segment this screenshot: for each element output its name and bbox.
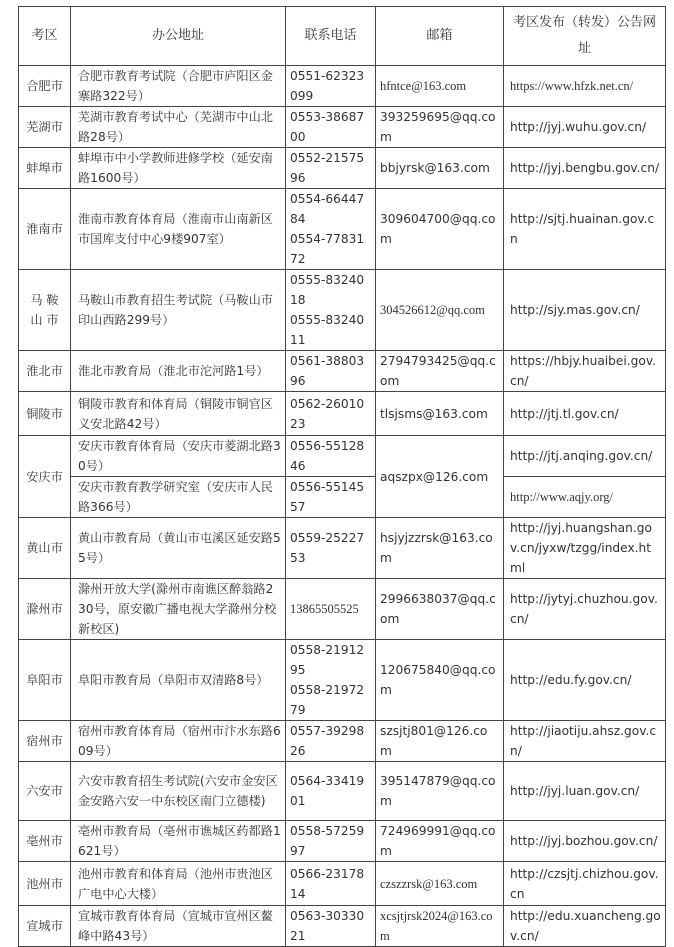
website-link[interactable]: http://jytyj.chuzhou.gov.cn/: [504, 579, 666, 640]
phone-number: 0563-3033021: [290, 909, 365, 943]
phone-cell: [286, 518, 376, 579]
district-cell: 淮北市: [19, 351, 71, 392]
district-cell: 六安市: [19, 762, 71, 821]
address-cell: 安庆市教育体育局（安庆市菱湖北路30号）: [71, 436, 286, 477]
email-cell: 724969991@qq.com: [376, 821, 504, 862]
phone-cell: [286, 436, 376, 477]
address-cell: 宿州市教育体育局（宿州市汴水东路609号）: [71, 721, 286, 762]
address-cell: 芜湖市教育考试中心（芜湖市中山北路28号）: [71, 107, 286, 148]
phone-number: 0557-3929826: [290, 724, 365, 758]
district-cell: 蚌埠市: [19, 148, 71, 189]
email-cell: 309604700@qq.com: [376, 189, 504, 270]
phone-cell: [286, 148, 376, 189]
website-link[interactable]: https://www.hfzk.net.cn/: [504, 66, 666, 107]
phone-cell: [286, 66, 376, 107]
website-link[interactable]: http://www.aqjy.org/: [504, 477, 666, 518]
phone-number: 0558-5725997: [290, 824, 365, 858]
phone-number: 0556-5514557: [290, 480, 365, 514]
email-cell: 120675840@qq.com: [376, 640, 504, 721]
table-row: [19, 477, 666, 518]
website-link[interactable]: https://hbjy.huaibei.gov.cn/: [504, 351, 666, 392]
phone-cell: [286, 107, 376, 148]
phone-number: 0558-2191295: [290, 643, 365, 677]
phone-cell: [286, 477, 376, 518]
email-cell: 304526612@qq.com: [376, 270, 504, 351]
phone-cell: [286, 579, 376, 640]
address-cell: 安庆市教育教学研究室（安庆市人民路366号）: [71, 477, 286, 518]
district-cell: 宣城市: [19, 906, 71, 947]
phone-cell: [286, 392, 376, 436]
table-row: [19, 107, 666, 148]
email-cell: xcsjtjrsk2024@163.com: [376, 906, 504, 947]
website-link[interactable]: http://edu.fy.gov.cn/: [504, 640, 666, 721]
district-cell: 铜陵市: [19, 392, 71, 436]
email-cell: hfntce@163.com: [376, 66, 504, 107]
district-cell: 亳州市: [19, 821, 71, 862]
website-link[interactable]: http://jyj.luan.gov.cn/: [504, 762, 666, 821]
email-cell: bbjyrsk@163.com: [376, 148, 504, 189]
phone-cell: [286, 721, 376, 762]
header-phone: 联系电话: [286, 7, 376, 66]
district-cell: 滁州市: [19, 579, 71, 640]
district-cell: 马 鞍 山 市: [19, 270, 71, 351]
website-link[interactable]: http://jyj.wuhu.gov.cn/: [504, 107, 666, 148]
district-cell: 安庆市: [19, 436, 71, 518]
table-row: [19, 721, 666, 762]
website-link[interactable]: http://jiaotiju.ahsz.gov.cn/: [504, 721, 666, 762]
table-header-row: [19, 7, 666, 66]
address-cell: 黄山市教育局（黄山市屯溪区延安路55号）: [71, 518, 286, 579]
contact-table-container: [18, 6, 666, 947]
table-row: [19, 270, 666, 351]
table-row: [19, 906, 666, 947]
phone-cell: [286, 640, 376, 721]
website-link[interactable]: http://jtj.tl.gov.cn/: [504, 392, 666, 436]
header-website: 考区发布（转发）公告网址: [504, 7, 666, 66]
address-cell: 铜陵市教育和体育局（铜陵市铜官区义安北路42号）: [71, 392, 286, 436]
table-row: [19, 392, 666, 436]
table-row: [19, 862, 666, 906]
phone-cell: [286, 189, 376, 270]
website-link[interactable]: http://jyj.bozhou.gov.cn/: [504, 821, 666, 862]
address-cell: 阜阳市教育局（阜阳市双清路8号）: [71, 640, 286, 721]
table-row: [19, 436, 666, 477]
district-cell: 池州市: [19, 862, 71, 906]
website-link[interactable]: http://edu.xuancheng.gov.cn/: [504, 906, 666, 947]
table-row: [19, 66, 666, 107]
phone-number: 0554-6644784: [290, 192, 365, 226]
phone-cell: [286, 906, 376, 947]
district-cell: 芜湖市: [19, 107, 71, 148]
email-cell: 395147879@qq.com: [376, 762, 504, 821]
email-cell: szsjtj801@126.com: [376, 721, 504, 762]
website-link[interactable]: http://sjy.mas.gov.cn/: [504, 270, 666, 351]
address-cell: 宣城市教育体育局（宣城市宣州区鳌峰中路43号）: [71, 906, 286, 947]
phone-cell: [286, 351, 376, 392]
table-row: [19, 189, 666, 270]
phone-number: 0559-2522753: [290, 531, 365, 565]
address-cell: 合肥市教育考试院（合肥市庐阳区金寨路322号）: [71, 66, 286, 107]
exam-district-contact-table: [18, 6, 666, 947]
table-row: [19, 640, 666, 721]
website-link[interactable]: http://jyj.huangshan.gov.cn/jyxw/tzgg/index.html: [504, 518, 666, 579]
phone-number: 0562-2601023: [290, 396, 365, 431]
phone-number: 0556-5512846: [290, 439, 365, 473]
address-cell: 淮北市教育局（淮北市沱河路1号）: [71, 351, 286, 392]
address-cell: 滁州开放大学(滁州市南谯区醉翁路230号，原安徽广播电视大学滁州分校新校区): [71, 579, 286, 640]
address-cell: 亳州市教育局（亳州市谯城区药都路1621号）: [71, 821, 286, 862]
district-cell: 淮南市: [19, 189, 71, 270]
phone-number: 0561-3880396: [290, 354, 365, 388]
address-cell: 淮南市教育体育局（淮南市山南新区市国库支付中心9楼907室）: [71, 189, 286, 270]
phone-number: 0552-2157596: [290, 151, 365, 185]
table-row: [19, 821, 666, 862]
district-cell: 宿州市: [19, 721, 71, 762]
phone-number: 0551-62323099: [290, 69, 365, 103]
phone-number: 0553-3868700: [290, 110, 365, 144]
phone-number: 0564-3341901: [290, 774, 365, 808]
table-row: [19, 148, 666, 189]
table-row: [19, 579, 666, 640]
district-cell: 黄山市: [19, 518, 71, 579]
header-email: 邮箱: [376, 7, 504, 66]
phone-number: 0558-2197279: [290, 683, 365, 717]
phone-cell: [286, 862, 376, 906]
table-row: [19, 762, 666, 821]
header-district: 考区: [19, 7, 71, 66]
phone-cell: [286, 821, 376, 862]
phone-number: 0555-8324018: [290, 273, 365, 307]
district-cell: 阜阳市: [19, 640, 71, 721]
address-cell: 马鞍山市教育招生考试院（马鞍山市印山西路299号）: [71, 270, 286, 351]
phone-number: 0566-2317814: [290, 866, 365, 901]
table-row: [19, 351, 666, 392]
email-cell: 393259695@qq.com: [376, 107, 504, 148]
email-cell: 2794793425@qq.com: [376, 351, 504, 392]
website-link[interactable]: http://jyj.bengbu.gov.cn/: [504, 148, 666, 189]
address-cell: 池州市教育和体育局（池州市贵池区广电中心大楼）: [71, 862, 286, 906]
email-cell: 2996638037@qq.com: [376, 579, 504, 640]
address-cell: 蚌埠市中小学教师进修学校（延安南路1600号）: [71, 148, 286, 189]
header-address: 办公地址: [71, 7, 286, 66]
email-cell: hsjyjzzrsk@163.com: [376, 518, 504, 579]
website-link[interactable]: http://czsjtj.chizhou.gov.cn: [504, 862, 666, 906]
phone-cell: [286, 270, 376, 351]
address-cell: 六安市教育招生考试院(六安市金安区金安路六安一中东校区南门立德楼): [71, 762, 286, 821]
phone-number: 0555-8324011: [290, 313, 365, 347]
phone-number: 13865505525: [290, 602, 359, 616]
phone-number: 0554-7783172: [290, 232, 365, 266]
district-cell: 合肥市: [19, 66, 71, 107]
phone-cell: [286, 762, 376, 821]
website-link[interactable]: http://sjtj.huainan.gov.cn: [504, 189, 666, 270]
email-cell: czszzrsk@163.com: [376, 862, 504, 906]
email-cell: aqszpx@126.com: [376, 436, 504, 518]
website-link[interactable]: http://jtj.anqing.gov.cn/: [504, 436, 666, 477]
table-row: [19, 518, 666, 579]
email-cell: tlsjsms@163.com: [376, 392, 504, 436]
